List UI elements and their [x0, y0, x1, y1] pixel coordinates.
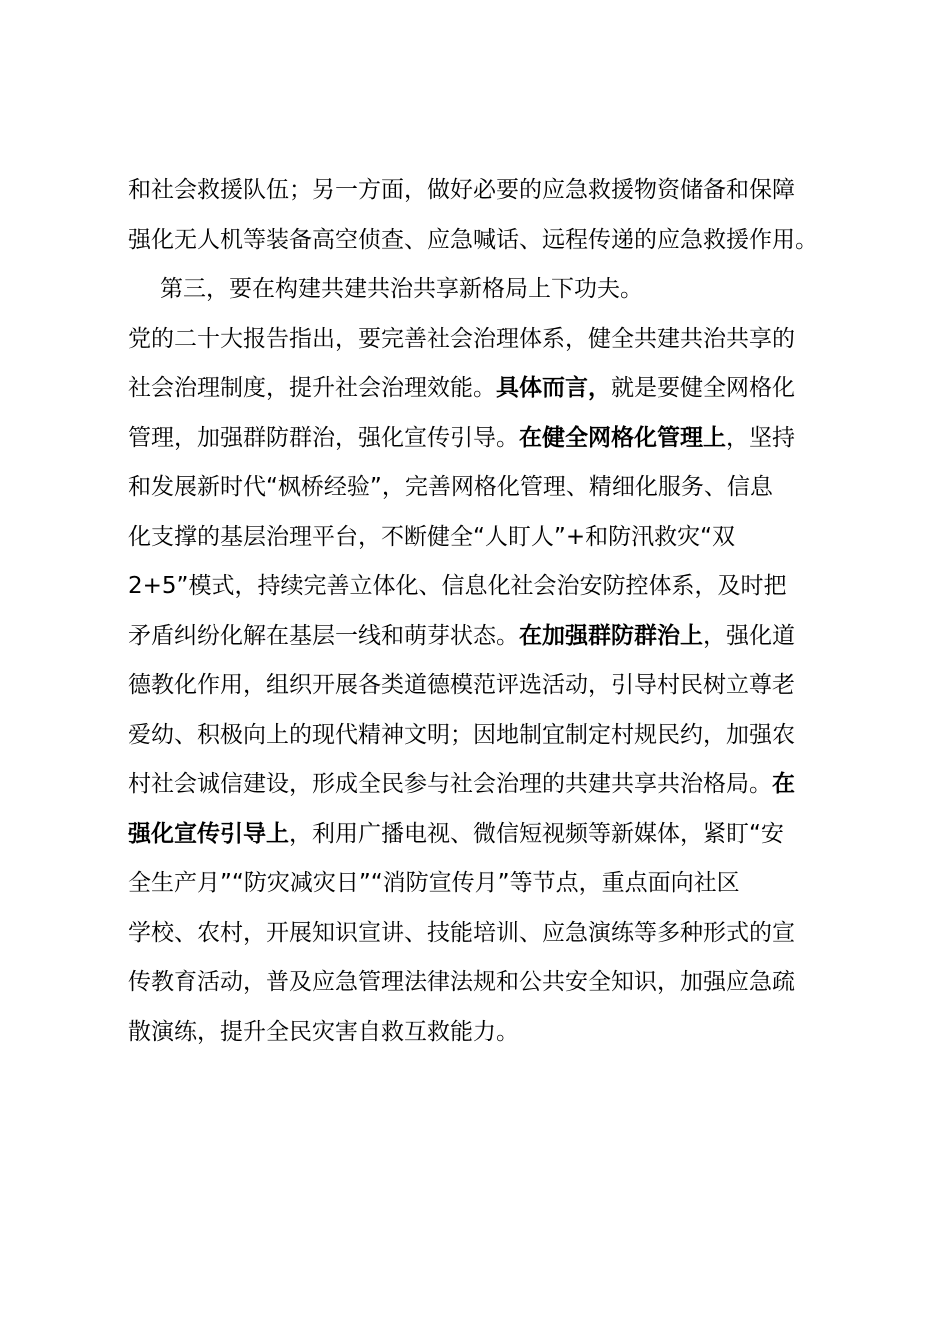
text-line — [128, 467, 848, 507]
text-line — [128, 517, 848, 557]
bold-phrase: 具体而言， — [496, 375, 611, 401]
bold-phrase: 在 — [772, 771, 795, 797]
bold-phrase: 在健全网格化管理上 — [519, 425, 726, 451]
text-segment: 强化无人机等装备高空侦查、应急喊话、远程传递的应急救援作用。 — [128, 227, 818, 253]
bold-phrase: 强化宣传引导上 — [128, 821, 289, 847]
text-segment: ，强化道 — [703, 623, 795, 649]
text-line — [128, 665, 848, 705]
text-segment: 全生产月”“防灾减灾日”“消防宣传月”等节点，重点面向社区 — [128, 870, 740, 896]
text-segment: 社会治理制度，提升社会治理效能。 — [128, 375, 496, 401]
text-segment: ，坚持 — [726, 425, 795, 451]
text-line — [128, 170, 848, 210]
text-line — [128, 1012, 848, 1052]
text-line — [128, 913, 848, 953]
text-line — [128, 319, 848, 359]
text-segment: ，利用广播电视、微信短视频等新媒体，紧盯“安 — [289, 821, 784, 847]
text-line — [128, 814, 848, 854]
text-line — [128, 368, 848, 408]
text-line — [128, 715, 848, 755]
text-line — [128, 616, 848, 656]
text-segment: 就是要健全网格化 — [611, 375, 795, 401]
text-line — [128, 418, 848, 458]
bold-phrase: 在加强群防群治上 — [519, 623, 703, 649]
text-segment: 党的二十大报告指出，要完善社会治理体系，健全共建共治共享的 — [128, 326, 795, 352]
text-segment: 散演练，提升全民灾害自救互救能力。 — [128, 1019, 519, 1045]
text-segment: 第三，要在构建共建共治共享新格局上下功夫。 — [160, 276, 643, 302]
text-segment: 和发展新时代“枫桥经验”，完善网格化管理、精细化服务、信息 — [128, 474, 773, 500]
text-line — [128, 566, 848, 606]
text-line — [128, 220, 848, 260]
text-segment: 德教化作用，组织开展各类道德模范评选活动，引导村民树立尊老 — [128, 672, 795, 698]
text-line — [128, 962, 848, 1002]
text-segment: 2+5”模式，持续完善立体化、信息化社会治安防控体系，及时把 — [128, 573, 787, 599]
section-heading — [160, 269, 848, 309]
text-segment: 传教育活动，普及应急管理法律法规和公共安全知识，加强应急疏 — [128, 969, 795, 995]
text-segment: 爱幼、积极向上的现代精神文明；因地制宜制定村规民约，加强农 — [128, 722, 795, 748]
text-line — [128, 764, 848, 804]
text-segment: 和社会救援队伍；另一方面，做好必要的应急救援物资储备和保障 — [128, 177, 795, 203]
text-segment: 矛盾纠纷化解在基层一线和萌芽状态。 — [128, 623, 519, 649]
text-segment: 化支撑的基层治理平台，不断健全“人盯人”+和防汛救灾“双 — [128, 524, 736, 550]
text-line — [128, 863, 848, 903]
text-segment: 管理，加强群防群治，强化宣传引导。 — [128, 425, 519, 451]
text-segment: 村社会诚信建设，形成全民参与社会治理的共建共享共治格局。 — [128, 771, 772, 797]
text-segment: 学校、农村，开展知识宣讲、技能培训、应急演练等多种形式的宣 — [128, 920, 795, 946]
